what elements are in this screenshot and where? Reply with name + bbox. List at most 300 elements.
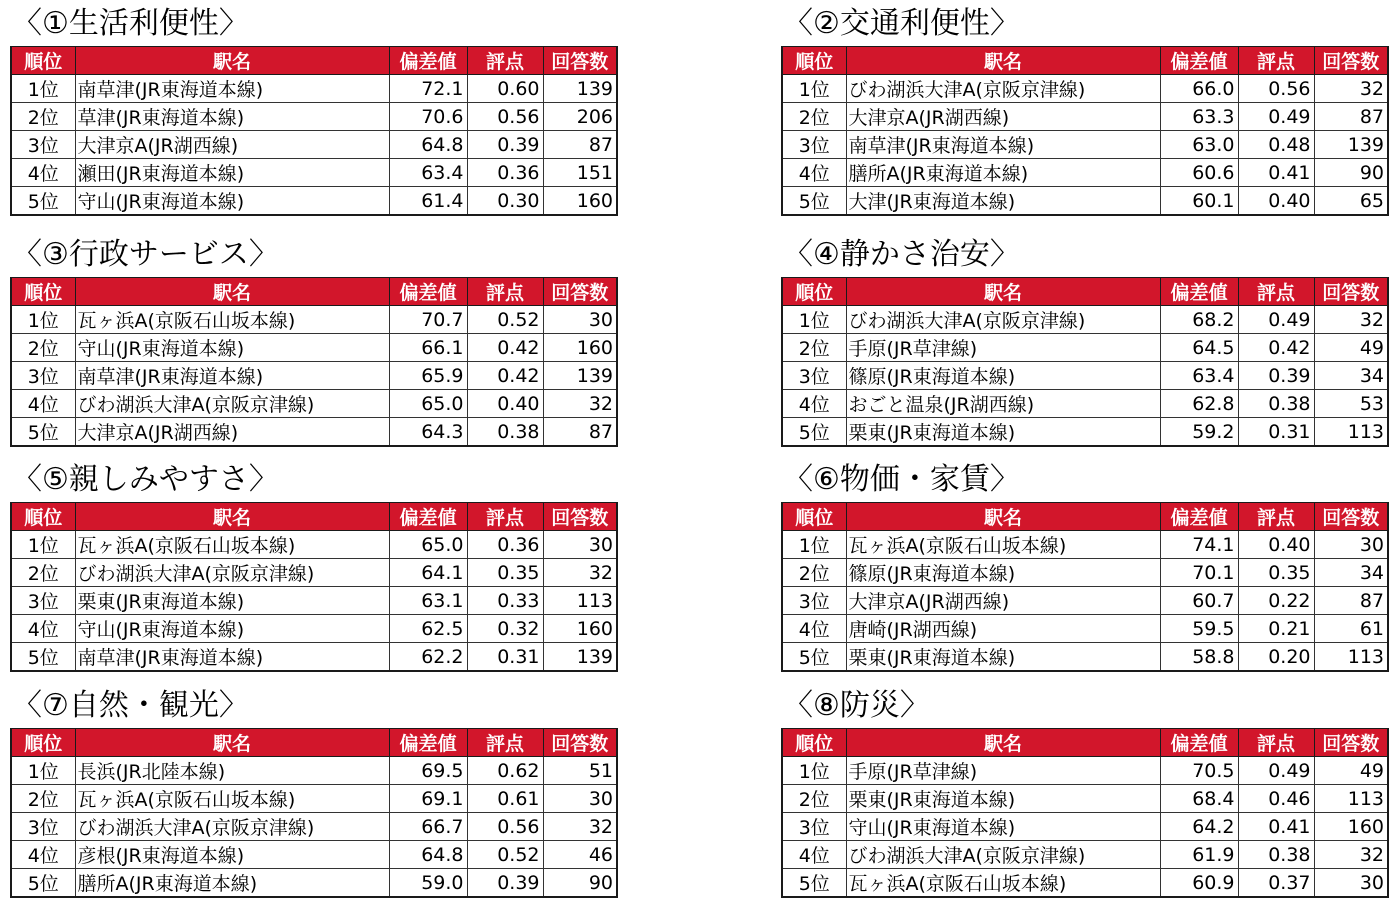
header-row — [782, 729, 1388, 757]
station-cell: 篠原(JR東海道本線) — [846, 362, 1160, 390]
header-responses: 回答数 — [543, 503, 617, 531]
ranking-panel-6 — [781, 458, 1391, 672]
table-row — [782, 75, 1388, 103]
station-cell: 手原(JR草津線) — [846, 757, 1160, 785]
deviation-cell: 60.1 — [1160, 187, 1238, 216]
score-cell: 0.56 — [467, 103, 543, 131]
score-cell: 0.33 — [467, 587, 543, 615]
responses-cell: 87 — [1314, 103, 1388, 131]
score-cell: 0.40 — [1238, 187, 1314, 216]
table-row — [782, 757, 1388, 785]
responses-cell: 206 — [543, 103, 617, 131]
ranking-table — [781, 502, 1389, 672]
station-cell: 唐崎(JR湖西線) — [846, 615, 1160, 643]
responses-cell: 30 — [543, 785, 617, 813]
score-cell: 0.48 — [1238, 131, 1314, 159]
score-cell: 0.39 — [467, 131, 543, 159]
header-deviation: 偏差値 — [1160, 503, 1238, 531]
rank-cell: 4位 — [782, 390, 846, 418]
header-rank: 順位 — [11, 278, 75, 306]
score-cell: 0.35 — [1238, 559, 1314, 587]
deviation-cell: 63.1 — [389, 587, 467, 615]
header-station: 駅名 — [75, 47, 389, 75]
station-cell: 守山(JR東海道本線) — [75, 187, 389, 216]
rank-cell: 4位 — [782, 615, 846, 643]
responses-cell: 151 — [543, 159, 617, 187]
ranking-panel-2 — [781, 2, 1391, 216]
responses-cell: 113 — [1314, 418, 1388, 447]
station-cell: 長浜(JR北陸本線) — [75, 757, 389, 785]
responses-cell: 113 — [1314, 643, 1388, 672]
header-responses: 回答数 — [1314, 503, 1388, 531]
header-station: 駅名 — [846, 278, 1160, 306]
score-cell: 0.56 — [467, 813, 543, 841]
station-cell: びわ湖浜大津A(京阪京津線) — [846, 306, 1160, 334]
table-row — [11, 869, 617, 898]
score-cell: 0.41 — [1238, 159, 1314, 187]
table-row — [11, 418, 617, 447]
rank-cell: 5位 — [782, 643, 846, 672]
rank-cell: 2位 — [782, 559, 846, 587]
deviation-cell: 65.9 — [389, 362, 467, 390]
deviation-cell: 65.0 — [389, 390, 467, 418]
station-cell: 瓦ヶ浜A(京阪石山坂本線) — [75, 306, 389, 334]
table-row — [11, 813, 617, 841]
panel-title: 〈②交通利便性〉 — [783, 6, 1020, 41]
deviation-cell: 72.1 — [389, 75, 467, 103]
rank-cell: 4位 — [11, 841, 75, 869]
rank-cell: 5位 — [782, 418, 846, 447]
deviation-cell: 59.5 — [1160, 615, 1238, 643]
table-row — [11, 587, 617, 615]
score-cell: 0.42 — [1238, 334, 1314, 362]
table-row — [11, 615, 617, 643]
rank-cell: 2位 — [11, 559, 75, 587]
rank-cell: 3位 — [11, 362, 75, 390]
rank-cell: 1位 — [11, 75, 75, 103]
score-cell: 0.22 — [1238, 587, 1314, 615]
deviation-cell: 63.4 — [1160, 362, 1238, 390]
table-row — [782, 587, 1388, 615]
header-score: 評点 — [467, 503, 543, 531]
score-cell: 0.60 — [467, 75, 543, 103]
station-cell: 栗東(JR東海道本線) — [75, 587, 389, 615]
score-cell: 0.35 — [467, 559, 543, 587]
header-row — [11, 47, 617, 75]
table-row — [782, 131, 1388, 159]
station-cell: 瓦ヶ浜A(京阪石山坂本線) — [75, 785, 389, 813]
ranking-table — [781, 728, 1389, 898]
score-cell: 0.46 — [1238, 785, 1314, 813]
deviation-cell: 62.5 — [389, 615, 467, 643]
score-cell: 0.42 — [467, 334, 543, 362]
responses-cell: 53 — [1314, 390, 1388, 418]
header-responses: 回答数 — [1314, 729, 1388, 757]
station-cell: 大津京A(JR湖西線) — [846, 103, 1160, 131]
panel-title: 〈①生活利便性〉 — [12, 6, 249, 41]
station-cell: 栗東(JR東海道本線) — [846, 643, 1160, 672]
responses-cell: 87 — [1314, 587, 1388, 615]
header-responses: 回答数 — [1314, 47, 1388, 75]
header-deviation: 偏差値 — [389, 503, 467, 531]
station-cell: 瓦ヶ浜A(京阪石山坂本線) — [75, 531, 389, 559]
station-cell: 篠原(JR東海道本線) — [846, 559, 1160, 587]
deviation-cell: 59.2 — [1160, 418, 1238, 447]
score-cell: 0.56 — [1238, 75, 1314, 103]
station-cell: 瓦ヶ浜A(京阪石山坂本線) — [846, 869, 1160, 898]
deviation-cell: 66.1 — [389, 334, 467, 362]
responses-cell: 139 — [1314, 131, 1388, 159]
deviation-cell: 68.2 — [1160, 306, 1238, 334]
header-score: 評点 — [467, 729, 543, 757]
deviation-cell: 59.0 — [389, 869, 467, 898]
panel-title: 〈⑥物価・家賃〉 — [783, 462, 1020, 497]
ranking-table — [10, 46, 618, 216]
score-cell: 0.36 — [467, 159, 543, 187]
rank-cell: 1位 — [782, 306, 846, 334]
table-row — [11, 159, 617, 187]
score-cell: 0.32 — [467, 615, 543, 643]
score-cell: 0.49 — [1238, 757, 1314, 785]
deviation-cell: 74.1 — [1160, 531, 1238, 559]
deviation-cell: 64.8 — [389, 841, 467, 869]
deviation-cell: 63.3 — [1160, 103, 1238, 131]
responses-cell: 160 — [543, 187, 617, 216]
table-row — [11, 131, 617, 159]
ranking-table — [781, 277, 1389, 447]
header-deviation: 偏差値 — [1160, 278, 1238, 306]
ranking-panel-3 — [10, 233, 620, 447]
responses-cell: 32 — [543, 559, 617, 587]
deviation-cell: 61.9 — [1160, 841, 1238, 869]
ranking-panel-4 — [781, 233, 1391, 447]
header-station: 駅名 — [75, 503, 389, 531]
station-cell: 守山(JR東海道本線) — [75, 334, 389, 362]
rank-cell: 3位 — [11, 131, 75, 159]
responses-cell: 30 — [543, 306, 617, 334]
table-row — [11, 103, 617, 131]
station-cell: 大津京A(JR湖西線) — [846, 587, 1160, 615]
responses-cell: 90 — [543, 869, 617, 898]
station-cell: 栗東(JR東海道本線) — [846, 418, 1160, 447]
responses-cell: 139 — [543, 75, 617, 103]
deviation-cell: 69.5 — [389, 757, 467, 785]
rank-cell: 3位 — [782, 813, 846, 841]
rank-cell: 4位 — [11, 390, 75, 418]
ranking-panel-8 — [781, 684, 1391, 898]
header-station: 駅名 — [75, 729, 389, 757]
responses-cell: 160 — [543, 334, 617, 362]
score-cell: 0.52 — [467, 306, 543, 334]
station-cell: 栗東(JR東海道本線) — [846, 785, 1160, 813]
station-cell: 大津京A(JR湖西線) — [75, 418, 389, 447]
score-cell: 0.20 — [1238, 643, 1314, 672]
station-cell: 守山(JR東海道本線) — [846, 813, 1160, 841]
ranking-panel-1 — [10, 2, 620, 216]
deviation-cell: 64.5 — [1160, 334, 1238, 362]
responses-cell: 30 — [1314, 869, 1388, 898]
header-rank: 順位 — [782, 503, 846, 531]
responses-cell: 34 — [1314, 362, 1388, 390]
table-row — [782, 559, 1388, 587]
rank-cell: 3位 — [782, 131, 846, 159]
ranking-panel-5 — [10, 458, 620, 672]
station-cell: 草津(JR東海道本線) — [75, 103, 389, 131]
header-score: 評点 — [1238, 729, 1314, 757]
station-cell: 南草津(JR東海道本線) — [75, 362, 389, 390]
header-row — [11, 729, 617, 757]
deviation-cell: 63.4 — [389, 159, 467, 187]
station-cell: 膳所A(JR東海道本線) — [75, 869, 389, 898]
header-rank: 順位 — [782, 278, 846, 306]
header-responses: 回答数 — [543, 47, 617, 75]
station-cell: 膳所A(JR東海道本線) — [846, 159, 1160, 187]
station-cell: 彦根(JR東海道本線) — [75, 841, 389, 869]
table-row — [11, 785, 617, 813]
header-deviation: 偏差値 — [389, 729, 467, 757]
score-cell: 0.39 — [1238, 362, 1314, 390]
deviation-cell: 69.1 — [389, 785, 467, 813]
station-cell: びわ湖浜大津A(京阪京津線) — [75, 559, 389, 587]
rank-cell: 2位 — [11, 785, 75, 813]
rank-cell: 3位 — [11, 813, 75, 841]
table-row — [782, 103, 1388, 131]
header-responses: 回答数 — [1314, 278, 1388, 306]
rank-cell: 3位 — [782, 362, 846, 390]
deviation-cell: 64.2 — [1160, 813, 1238, 841]
responses-cell: 160 — [543, 615, 617, 643]
responses-cell: 49 — [1314, 757, 1388, 785]
table-row — [11, 362, 617, 390]
station-cell: 南草津(JR東海道本線) — [75, 75, 389, 103]
header-row — [11, 278, 617, 306]
table-row — [782, 869, 1388, 898]
table-row — [11, 75, 617, 103]
station-cell: 大津(JR東海道本線) — [846, 187, 1160, 216]
score-cell: 0.38 — [1238, 841, 1314, 869]
station-cell: びわ湖浜大津A(京阪京津線) — [75, 390, 389, 418]
panel-title: 〈④静かさ治安〉 — [783, 237, 1020, 272]
table-row — [782, 785, 1388, 813]
score-cell: 0.40 — [467, 390, 543, 418]
header-score: 評点 — [1238, 47, 1314, 75]
responses-cell: 65 — [1314, 187, 1388, 216]
ranking-table — [10, 277, 618, 447]
deviation-cell: 70.5 — [1160, 757, 1238, 785]
rank-cell: 4位 — [782, 159, 846, 187]
header-rank: 順位 — [11, 729, 75, 757]
header-row — [782, 503, 1388, 531]
responses-cell: 160 — [1314, 813, 1388, 841]
station-cell: 瓦ヶ浜A(京阪石山坂本線) — [846, 531, 1160, 559]
header-score: 評点 — [1238, 278, 1314, 306]
rank-cell: 5位 — [782, 869, 846, 898]
deviation-cell: 60.7 — [1160, 587, 1238, 615]
deviation-cell: 64.8 — [389, 131, 467, 159]
header-station: 駅名 — [846, 503, 1160, 531]
deviation-cell: 68.4 — [1160, 785, 1238, 813]
deviation-cell: 70.6 — [389, 103, 467, 131]
header-station: 駅名 — [846, 47, 1160, 75]
rank-cell: 3位 — [782, 587, 846, 615]
responses-cell: 113 — [543, 587, 617, 615]
header-deviation: 偏差値 — [1160, 47, 1238, 75]
rank-cell: 1位 — [11, 531, 75, 559]
rank-cell: 4位 — [782, 841, 846, 869]
table-row — [782, 615, 1388, 643]
responses-cell: 139 — [543, 643, 617, 672]
rank-cell: 2位 — [11, 103, 75, 131]
score-cell: 0.38 — [1238, 390, 1314, 418]
table-row — [11, 559, 617, 587]
responses-cell: 32 — [1314, 841, 1388, 869]
header-deviation: 偏差値 — [1160, 729, 1238, 757]
header-row — [782, 47, 1388, 75]
rank-cell: 1位 — [11, 757, 75, 785]
header-row — [782, 278, 1388, 306]
station-cell: 手原(JR草津線) — [846, 334, 1160, 362]
rank-cell: 5位 — [11, 187, 75, 216]
station-cell: 守山(JR東海道本線) — [75, 615, 389, 643]
score-cell: 0.49 — [1238, 103, 1314, 131]
ranking-table — [781, 46, 1389, 216]
rank-cell: 5位 — [11, 643, 75, 672]
station-cell: びわ湖浜大津A(京阪京津線) — [846, 841, 1160, 869]
deviation-cell: 70.7 — [389, 306, 467, 334]
rank-cell: 5位 — [782, 187, 846, 216]
header-responses: 回答数 — [543, 278, 617, 306]
responses-cell: 32 — [1314, 75, 1388, 103]
table-row — [782, 418, 1388, 447]
deviation-cell: 64.3 — [389, 418, 467, 447]
table-row — [11, 643, 617, 672]
deviation-cell: 70.1 — [1160, 559, 1238, 587]
responses-cell: 51 — [543, 757, 617, 785]
header-score: 評点 — [1238, 503, 1314, 531]
station-cell: びわ湖浜大津A(京阪京津線) — [846, 75, 1160, 103]
station-cell: おごと温泉(JR湖西線) — [846, 390, 1160, 418]
deviation-cell: 60.9 — [1160, 869, 1238, 898]
score-cell: 0.21 — [1238, 615, 1314, 643]
station-cell: 南草津(JR東海道本線) — [75, 643, 389, 672]
rank-cell: 2位 — [11, 334, 75, 362]
header-deviation: 偏差値 — [389, 47, 467, 75]
table-row — [11, 390, 617, 418]
deviation-cell: 62.2 — [389, 643, 467, 672]
score-cell: 0.38 — [467, 418, 543, 447]
score-cell: 0.31 — [467, 643, 543, 672]
table-row — [11, 841, 617, 869]
table-row — [782, 643, 1388, 672]
score-cell: 0.49 — [1238, 306, 1314, 334]
responses-cell: 32 — [1314, 306, 1388, 334]
rank-cell: 2位 — [782, 334, 846, 362]
responses-cell: 32 — [543, 813, 617, 841]
header-score: 評点 — [467, 278, 543, 306]
responses-cell: 61 — [1314, 615, 1388, 643]
table-row — [782, 159, 1388, 187]
ranking-table — [10, 728, 618, 898]
ranking-table — [10, 502, 618, 672]
score-cell: 0.39 — [467, 869, 543, 898]
rank-cell: 1位 — [782, 531, 846, 559]
score-cell: 0.36 — [467, 531, 543, 559]
rank-cell: 2位 — [782, 785, 846, 813]
responses-cell: 90 — [1314, 159, 1388, 187]
rank-cell: 1位 — [11, 306, 75, 334]
deviation-cell: 62.8 — [1160, 390, 1238, 418]
rank-cell: 4位 — [11, 159, 75, 187]
deviation-cell: 66.7 — [389, 813, 467, 841]
deviation-cell: 60.6 — [1160, 159, 1238, 187]
responses-cell: 87 — [543, 131, 617, 159]
deviation-cell: 58.8 — [1160, 643, 1238, 672]
header-rank: 順位 — [11, 47, 75, 75]
deviation-cell: 63.0 — [1160, 131, 1238, 159]
deviation-cell: 64.1 — [389, 559, 467, 587]
table-row — [11, 334, 617, 362]
score-cell: 0.42 — [467, 362, 543, 390]
header-row — [11, 503, 617, 531]
rank-cell: 1位 — [782, 75, 846, 103]
score-cell: 0.61 — [467, 785, 543, 813]
score-cell: 0.40 — [1238, 531, 1314, 559]
header-score: 評点 — [467, 47, 543, 75]
responses-cell: 49 — [1314, 334, 1388, 362]
header-rank: 順位 — [11, 503, 75, 531]
responses-cell: 139 — [543, 362, 617, 390]
station-cell: 大津京A(JR湖西線) — [75, 131, 389, 159]
table-row — [11, 306, 617, 334]
table-row — [782, 841, 1388, 869]
score-cell: 0.37 — [1238, 869, 1314, 898]
table-row — [782, 362, 1388, 390]
responses-cell: 113 — [1314, 785, 1388, 813]
score-cell: 0.62 — [467, 757, 543, 785]
responses-cell: 46 — [543, 841, 617, 869]
responses-cell: 30 — [543, 531, 617, 559]
table-row — [782, 306, 1388, 334]
deviation-cell: 66.0 — [1160, 75, 1238, 103]
header-rank: 順位 — [782, 729, 846, 757]
score-cell: 0.41 — [1238, 813, 1314, 841]
panel-title: 〈⑤親しみやすさ〉 — [12, 462, 279, 497]
table-row — [11, 187, 617, 216]
panel-title: 〈⑦自然・観光〉 — [12, 688, 249, 723]
header-station: 駅名 — [846, 729, 1160, 757]
panel-title: 〈③行政サービス〉 — [12, 237, 279, 272]
rank-cell: 4位 — [11, 615, 75, 643]
header-rank: 順位 — [782, 47, 846, 75]
header-responses: 回答数 — [543, 729, 617, 757]
table-row — [11, 531, 617, 559]
table-row — [782, 390, 1388, 418]
responses-cell: 30 — [1314, 531, 1388, 559]
table-row — [782, 813, 1388, 841]
station-cell: 南草津(JR東海道本線) — [846, 131, 1160, 159]
table-row — [782, 334, 1388, 362]
station-cell: 瀬田(JR東海道本線) — [75, 159, 389, 187]
rank-cell: 1位 — [782, 757, 846, 785]
table-row — [782, 187, 1388, 216]
rank-cell: 5位 — [11, 418, 75, 447]
header-deviation: 偏差値 — [389, 278, 467, 306]
panel-title: 〈⑧防災〉 — [783, 688, 930, 723]
responses-cell: 34 — [1314, 559, 1388, 587]
rank-cell: 3位 — [11, 587, 75, 615]
deviation-cell: 65.0 — [389, 531, 467, 559]
header-station: 駅名 — [75, 278, 389, 306]
